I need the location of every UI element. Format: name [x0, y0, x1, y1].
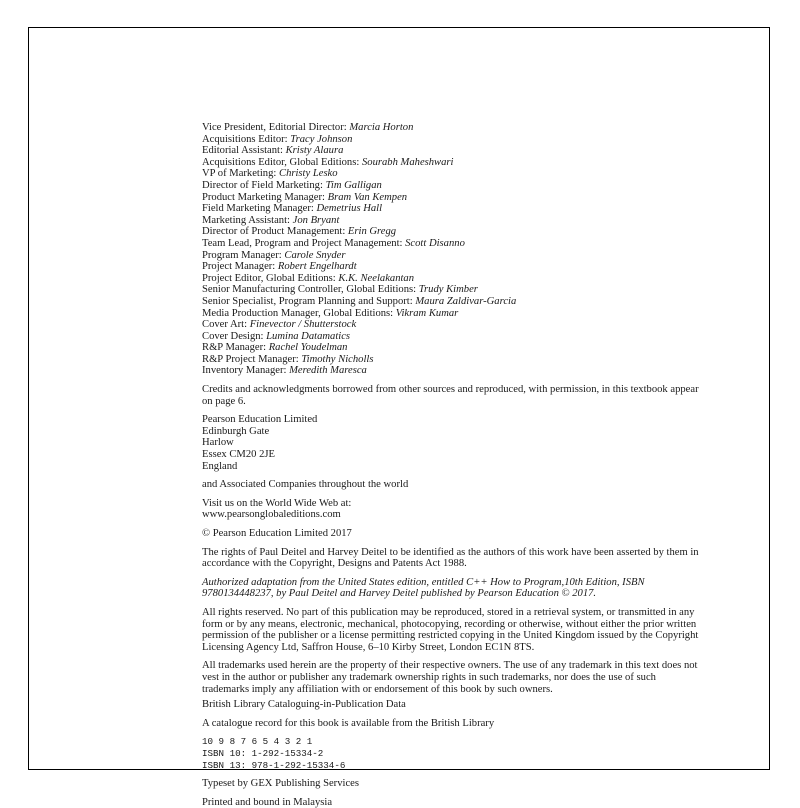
credit-line: Cover Design: Lumina Datamatics — [202, 330, 351, 342]
british-library-heading: British Library Cataloguing-in-Publication Data — [202, 699, 406, 711]
credit-line: Field Marketing Manager: Demetrius Hall — [202, 203, 383, 215]
isbn-10: ISBN 10: 1-292-15334-2 — [202, 747, 324, 759]
typeset-credit: Typeset by GEX Publishing Services — [202, 778, 359, 790]
printed-location: Printed and bound in Malaysia — [202, 796, 333, 808]
catalogue-record: A catalogue record for this book is available from the British Library — [202, 717, 495, 729]
credit-line: Acquisitions Editor: Tracy Johnson — [202, 133, 353, 145]
credits-list — [202, 122, 702, 377]
copyright-notice: © Pearson Education Limited 2017 — [202, 528, 352, 539]
publisher-address — [202, 414, 702, 472]
credit-line: Cover Art: Finevector / Shutterstock — [202, 319, 357, 331]
address-line: Edinburgh Gate — [202, 425, 270, 437]
print-line: 10 9 8 7 6 5 4 3 2 1 — [202, 736, 313, 748]
copyright-page — [28, 27, 770, 808]
credit-line: Marketing Assistant: Jon Bryant — [202, 214, 340, 226]
trademarks-notice: All trademarks used herein are the property of their respective owners. The use of any trademark in this text does not vest in the author or publisher any trademark ownership rights in such trademarks, nor does the use of such trademarks imply any affiliation with or endorsement of this book by such owners. — [202, 660, 698, 695]
website-url: www.pearsonglobaleditions.com — [202, 509, 341, 521]
website-block — [202, 498, 702, 521]
credit-line: Acquisitions Editor, Global Editions: Sourabh Maheshwari — [202, 156, 454, 168]
credit-line: R&P Manager: Rachel Youdelman — [202, 342, 348, 354]
address-line: England — [202, 460, 238, 472]
address-line: Harlow — [202, 437, 234, 449]
page-content — [202, 122, 702, 808]
credit-line: Program Manager: Carole Snyder — [202, 249, 346, 261]
credits-acknowledgment: Credits and acknowledgments borrowed from other sources and reproduced, with permission, in this textbook appear on page 6. — [202, 384, 699, 407]
credit-line: VP of Marketing: Christy Lesko — [202, 168, 338, 180]
all-rights-reserved: All rights reserved. No part of this publication may be reproduced, stored in a retrieval system, or transmitted in any form or by any means, electronic, mechanical, photocopying, recording or otherwise, without either the prior written permission of the publisher or a license permitting restricted copying in the United Kingdom issued by the Copyright Licensing Agency Ltd, Saffron House, 6–10 Kirby Street, London EC1N 8TS. — [202, 606, 699, 653]
address-line: Pearson Education Limited — [202, 414, 318, 426]
credit-line: Vice President, Editorial Director: Marcia Horton — [202, 122, 414, 133]
credit-line: Team Lead, Program and Project Management: Scott Disanno — [202, 237, 465, 249]
adaptation-notice: Authorized adaptation from the United States edition, entitled C++ How to Program,10th Edition, ISBN 9780134448237, by Paul Deitel and Harvey Deitel published by Pearson Education © 2017. — [202, 576, 645, 600]
credit-line: Product Marketing Manager: Bram Van Kempen — [202, 191, 408, 203]
credit-line: Senior Manufacturing Controller, Global Editions: Trudy Kimber — [202, 284, 478, 296]
isbn-13: ISBN 13: 978-1-292-15334-6 — [202, 759, 346, 771]
credit-line: Project Manager: Robert Engelhardt — [202, 261, 357, 273]
credit-line: R&P Project Manager: Timothy Nicholls — [202, 353, 374, 365]
website-label: Visit us on the World Wide Web at: — [202, 497, 352, 509]
credit-line: Inventory Manager: Meredith Maresca — [202, 365, 367, 377]
address-line: Essex CM20 2JE — [202, 449, 275, 461]
credit-line: Director of Field Marketing: Tim Galligan — [202, 179, 382, 191]
isbn-block — [202, 736, 702, 771]
credit-line: Senior Specialist, Program Planning and Support: Maura Zaldivar-Garcia — [202, 295, 517, 307]
credit-line: Project Editor, Global Editions: K.K. Neelakantan — [202, 272, 415, 284]
authors-rights: The rights of Paul Deitel and Harvey Deitel to be identified as the authors of this work have been asserted by them in accordance with the Copyright, Designs and Patents Act 1988. — [202, 546, 699, 570]
credit-line: Media Production Manager, Global Editions: Vikram Kumar — [202, 307, 459, 319]
credit-line: Editorial Assistant: Kristy Alaura — [202, 145, 344, 157]
credit-line: Director of Product Management: Erin Gregg — [202, 226, 397, 238]
associated-companies: and Associated Companies throughout the world — [202, 479, 409, 491]
